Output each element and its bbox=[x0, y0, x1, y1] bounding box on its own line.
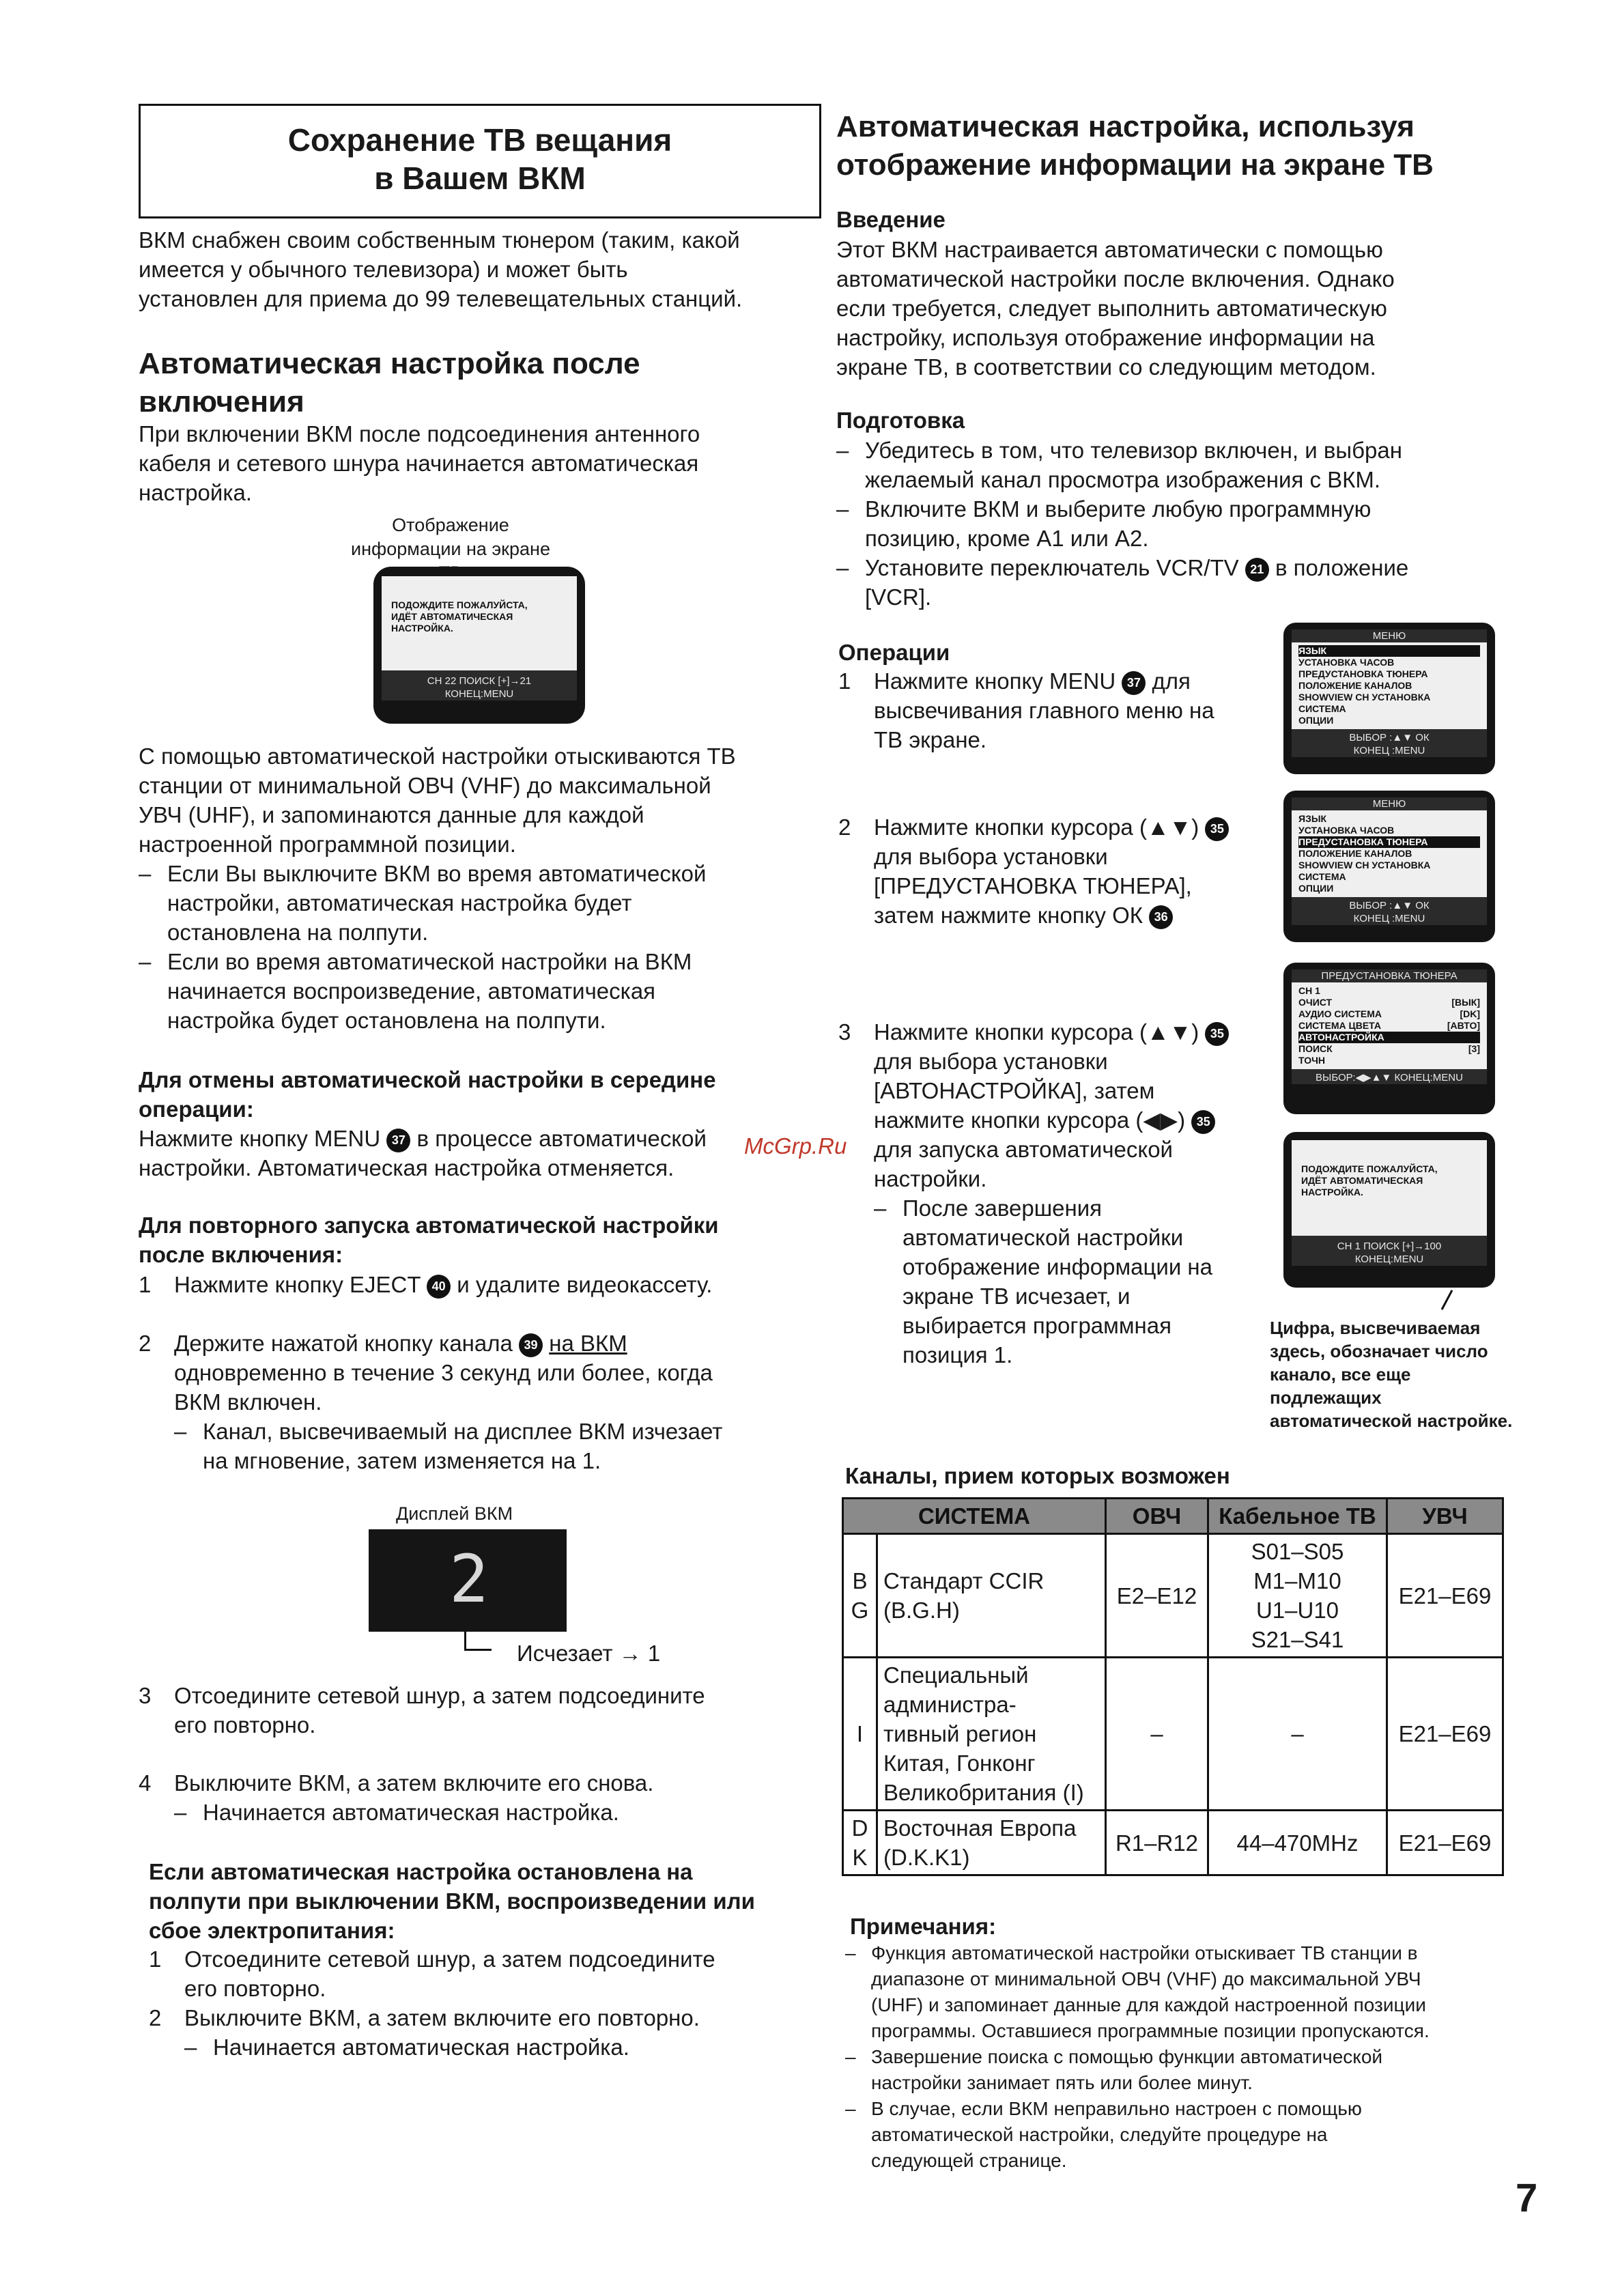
intro-paragraph: ВКМ снабжен своим собственным тюнером (таким, какой имеется у обычного телевизора) и может быть установлен для приема до 99 телевещательных станций. bbox=[139, 227, 743, 311]
cursor-button-icon: 35 bbox=[1205, 817, 1229, 841]
intro-text: Этот ВКМ настраивается автоматически с помощью автоматической настройки после включения. Однако если требуется, следует выполнить автоматическую настройку, используя отображение информации на экране ТВ, в соответствии со следующим методом. bbox=[836, 237, 1395, 380]
tuner-list bbox=[1292, 982, 1487, 1069]
menu-item: СИСТЕМА bbox=[1298, 703, 1346, 714]
tv-screen-main-menu: МЕНЮ ЯЗЫК УСТАНОВКА ЧАСОВ ПРЕДУСТАНОВКА ТЮНЕРА ПОЛОЖЕНИЕ КАНАЛОВ SHOWVIEW CH УСТАНОВКА СИСТЕМА ОПЦИИ ВЫБОР :▲▼ ОК КОНЕЦ :MENU bbox=[1283, 623, 1495, 774]
list-item: – Установите переключатель VCR/TV 21 в положение [VCR]. bbox=[836, 555, 1409, 610]
tv-screen-searching bbox=[1283, 1132, 1495, 1288]
display-note: Исчезает → 1 bbox=[517, 1641, 661, 1666]
menu-item: SHOWVIEW CH УСТАНОВКА bbox=[1298, 692, 1431, 703]
intro-heading: Введение bbox=[836, 207, 946, 232]
list-item: – Убедитесь в том, что телевизор включен, и выбран желаемый канал просмотра изображения с ВКМ. bbox=[836, 438, 1402, 492]
tv-status-bar: СН 1 ПОИСК [+]→100 КОНЕЦ:MENU bbox=[1292, 1236, 1487, 1266]
list-item: – Если Вы выключите ВКМ во время автоматической настройки, автоматическая настройка будет остановлена на полпути. bbox=[139, 861, 707, 945]
menu-item: СИСТЕМА ЦВЕТА [АВТО] bbox=[1298, 1020, 1480, 1031]
menu-button-icon: 37 bbox=[1122, 671, 1146, 695]
tv-message: ПОДОЖДИТЕ ПОЖАЛУЙСТА, ИДЁТ АВТОМАТИЧЕСКАЯ НАСТРОЙКА. bbox=[382, 576, 577, 670]
watermark: McGrp.Ru bbox=[744, 1133, 847, 1159]
menu-item: СИСТЕМА bbox=[1298, 871, 1346, 882]
list-item: – Завершение поиска с помощью функции автоматической настройки занимает пять или более минут. bbox=[845, 2046, 1383, 2093]
table-header: Кабельное ТВ bbox=[1208, 1499, 1387, 1534]
pointer-line bbox=[1441, 1290, 1453, 1310]
stop-step-2: 2 Выключите ВКМ, а затем включите его повторно. – Начинается автоматическая настройка. bbox=[149, 2005, 700, 2060]
table-header: СИСТЕМА bbox=[843, 1499, 1106, 1534]
stop-heading: Если автоматическая настройка остановлена на полпути при выключении ВКМ, воспроизведении или сбое электропитания: bbox=[149, 1859, 755, 1943]
restart-step-3: 3 Отсоедините сетевой шнур, а затем подсоедините его повторно. bbox=[139, 1683, 705, 1738]
menu-item: ПОИСК [3] bbox=[1298, 1043, 1480, 1054]
channel-button-icon: 39 bbox=[519, 1333, 543, 1357]
cursor-button-icon: 35 bbox=[1191, 1110, 1215, 1134]
restart-step-1: 1 Нажмите кнопку EJECT 40 и удалите видеокассету. bbox=[139, 1272, 713, 1297]
menu-list bbox=[1292, 810, 1487, 897]
menu-item: ПРЕДУСТАНОВКА ТЮНЕРА bbox=[1298, 668, 1428, 679]
menu-item: АВТОНАСТРОЙКА bbox=[1298, 1032, 1480, 1043]
notes-list bbox=[845, 1940, 1521, 2174]
menu-list bbox=[1292, 642, 1487, 729]
search-text: С помощью автоматической настройки отыскиваются ТВ станции от минимальной ОВЧ (VHF) до максимальной УВЧ (UHF), и запоминаются данные для каждой настроенной программной позиции. bbox=[139, 743, 736, 857]
display-digit: 2 bbox=[449, 1541, 489, 1617]
auto-setup-text: При включении ВКМ после подсоединения антенного кабеля и сетевого шнура начинается автоматическая настройка. bbox=[139, 421, 700, 505]
channels-table bbox=[842, 1497, 1504, 1876]
section-title-box bbox=[139, 104, 821, 218]
menu-item: УСТАНОВКА ЧАСОВ bbox=[1298, 825, 1395, 836]
table-header: УВЧ bbox=[1387, 1499, 1503, 1534]
op-step-3: 3 Нажмите кнопки курсора (▲▼) 35 для выбора установки [АВТОНАСТРОЙКА], затем нажмите кнопки курсора (◀▶) 35 для запуска автоматической настройки. – После завершения автоматической настройки отображение информации на экране ТВ исчезает, и выбирается программная позиция 1. bbox=[838, 1017, 1275, 1370]
tv-caption: Отображение информации на экране bbox=[351, 515, 550, 559]
table-heading: Каналы, прием которых возможен bbox=[845, 1463, 1230, 1488]
stop-step-1: 1 Отсоедините сетевой шнур, а затем подсоедините его повторно. bbox=[149, 1946, 715, 2001]
digit-note: Цифра, высвечиваемая здесь, обозначает число канало, все еще подлежащих автоматической настройке. bbox=[1270, 1318, 1513, 1431]
notes-heading: Примечания: bbox=[850, 1914, 997, 1939]
menu-item: АУДИО СИСТЕМА [DK] bbox=[1298, 1008, 1480, 1019]
menu-item: УСТАНОВКА ЧАСОВ bbox=[1298, 657, 1395, 668]
op-step-2: 2 Нажмите кнопки курсора (▲▼) 35 для выбора установки [ПРЕДУСТАНОВКА ТЮНЕРА], затем нажмите кнопку ОК 36 bbox=[838, 812, 1275, 930]
bullet-list bbox=[139, 859, 821, 1035]
menu-item: ПОЛОЖЕНИЕ КАНАЛОВ bbox=[1298, 848, 1412, 859]
restart-step-4: 4 Выключите ВКМ, а затем включите его снова. – Начинается автоматическая настройка. bbox=[139, 1770, 654, 1825]
page-number: 7 bbox=[1516, 2176, 1538, 2220]
menu-item: ОПЦИИ bbox=[1298, 715, 1334, 726]
right-title: Автоматическая настройка, используя отображение информации на экране ТВ bbox=[836, 110, 1434, 182]
ops-heading: Операции bbox=[838, 640, 950, 665]
menu-item: ЯЗЫК bbox=[1298, 813, 1327, 824]
vcr-tv-switch-icon: 21 bbox=[1245, 558, 1269, 582]
cursor-button-icon: 35 bbox=[1205, 1022, 1229, 1046]
display-caption: Дисплей ВКМ bbox=[396, 1503, 513, 1524]
auto-setup-heading: Автоматическая настройка после включения bbox=[139, 347, 640, 419]
restart-heading: Для повторного запуска автоматической настройки после включения: bbox=[139, 1213, 719, 1267]
eject-button-icon: 40 bbox=[427, 1275, 451, 1299]
table-header: ОВЧ bbox=[1106, 1499, 1208, 1534]
prep-list bbox=[836, 436, 1519, 612]
tv-status-bar: СН 22 ПОИСК [+]→21 КОНЕЦ:MENU bbox=[382, 670, 577, 700]
op-step-1: 1 Нажмите кнопку MENU 37 для высвечивания главного меню на ТВ экране. bbox=[838, 668, 1214, 752]
menu-item: ТОЧН bbox=[1298, 1055, 1326, 1066]
tv-message: ПОДОЖДИТЕ ПОЖАЛУЙСТА, ИДЁТ АВТОМАТИЧЕСКАЯ НАСТРОЙКА. bbox=[1292, 1140, 1487, 1236]
table-row: B G Стандарт CCIR (B.G.H) E2–E12 S01–S05 M1–M10 U1–U10 S21–S41 E21–E69 bbox=[843, 1534, 1503, 1658]
cancel-text: Нажмите кнопку MENU 37 в процессе автоматической настройки. Автоматическая настройка отменяется. bbox=[139, 1126, 707, 1180]
section-title-line2: в Вашем ВКМ bbox=[374, 160, 586, 196]
display-arrow bbox=[464, 1632, 492, 1651]
list-item: – Если во время автоматической настройки на ВКМ начинается воспроизведение, автоматическая настройка будет остановлена на полпути. bbox=[139, 949, 692, 1033]
menu-item: SHOWVIEW CH УСТАНОВКА bbox=[1298, 860, 1431, 870]
vcr-display bbox=[369, 1529, 567, 1632]
menu-item: ЯЗЫК bbox=[1298, 645, 1480, 657]
restart-step-2: 2 Держите нажатой кнопку канала 39 на ВКМ одновременно в течение 3 секунд или более, когда ВКМ включен. – Канал, высвечиваемый на дисплее ВКМ изчезает на мгновение, затем изменяется на 1. bbox=[139, 1331, 723, 1473]
cancel-heading: Для отмены автоматической настройки в середине операции: bbox=[139, 1067, 716, 1122]
tv-screen-menu-tuner-selected: МЕНЮ ЯЗЫК УСТАНОВКА ЧАСОВ ПРЕДУСТАНОВКА ТЮНЕРА ПОЛОЖЕНИЕ КАНАЛОВ SHOWVIEW CH УСТАНОВКА СИСТЕМА ОПЦИИ ВЫБОР :▲▼ ОК КОНЕЦ :MENU bbox=[1283, 791, 1495, 942]
menu-button-icon: 37 bbox=[386, 1129, 410, 1152]
menu-item: ОЧИСТ [ВЫК] bbox=[1298, 997, 1480, 1008]
section-title-line1: Сохранение ТВ вещания bbox=[287, 122, 672, 158]
tv-screen-tuner-preset: ПРЕДУСТАНОВКА ТЮНЕРА СН 1 ОЧИСТ [ВЫК] АУДИО СИСТЕМА [DK] СИСТЕМА ЦВЕТА [АВТО] АВТОНАСТРОЙКА ПОИСК [3] ТОЧН ВЫБОР:◀▶▲▼ КОНЕЦ:MENU bbox=[1283, 963, 1495, 1114]
menu-item: ОПЦИИ bbox=[1298, 883, 1334, 894]
menu-item: ПРЕДУСТАНОВКА ТЮНЕРА bbox=[1298, 836, 1480, 848]
table-row: I Специальный администра- тивный регион Китая, Гонконг Великобритания (I) – – E21–E69 bbox=[843, 1658, 1503, 1811]
list-item: – В случае, если ВКМ неправильно настроен с помощью автоматической настройки, следуйте процедуре на следующей странице. bbox=[845, 2098, 1362, 2171]
table-header-row bbox=[843, 1499, 1503, 1534]
prep-heading: Подготовка bbox=[836, 408, 965, 433]
list-item: – Включите ВКМ и выберите любую программную позицию, кроме А1 или А2. bbox=[836, 496, 1372, 551]
tv-screen-auto-setup bbox=[373, 567, 585, 724]
menu-item: ПОЛОЖЕНИЕ КАНАЛОВ bbox=[1298, 680, 1412, 691]
ok-button-icon: 36 bbox=[1149, 905, 1173, 929]
list-item: – Функция автоматической настройки отыскивает ТВ станции в диапазоне от минимальной ОВЧ (VHF) до максимальной УВЧ (UHF) и запоминает данные для каждой настроенной позиции программы. Оставшиеся программные позиции пропускаются. bbox=[845, 1942, 1430, 2041]
table-row: D K Восточная Европа (D.K.K1) R1–R12 44–470MHz E21–E69 bbox=[843, 1811, 1503, 1875]
menu-item: СН 1 bbox=[1298, 985, 1320, 996]
